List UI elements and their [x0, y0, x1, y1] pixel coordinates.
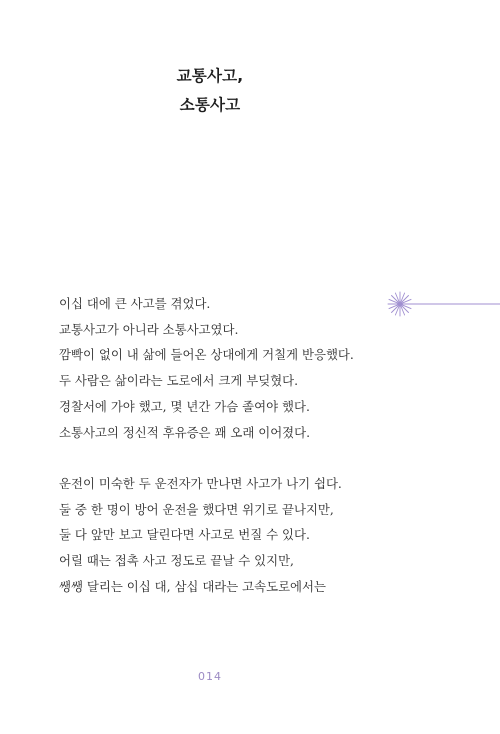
text-line: 쌩쌩 달리는 이십 대, 삼십 대라는 고속도로에서는 — [59, 578, 326, 594]
starburst-ornament-icon — [386, 289, 500, 319]
chapter-title-line-1: 교통사고, — [176, 67, 244, 85]
text-line: 둘 중 한 명이 방어 운전을 했다면 위기로 끝나지만, — [59, 501, 334, 517]
paragraph-1 — [59, 291, 389, 445]
chapter-title — [0, 62, 420, 120]
text-line: 교통사고가 아니라 소통사고였다. — [59, 321, 239, 337]
text-line: 운전이 미숙한 두 운전자가 만나면 사고가 나기 쉽다. — [59, 475, 342, 491]
body-text — [59, 291, 389, 599]
text-line: 둘 다 앞만 보고 달린다면 사고로 번질 수 있다. — [59, 527, 310, 543]
text-line: 두 사람은 삶이라는 도로에서 크게 부딪혔다. — [59, 373, 299, 389]
text-line: 소통사고의 정신적 후유증은 꽤 오래 이어졌다. — [59, 424, 311, 440]
text-line: 이십 대에 큰 사고를 겪었다. — [59, 296, 211, 311]
chapter-title-line-2: 소통사고 — [179, 96, 241, 114]
text-line: 어릴 때는 접촉 사고 정도로 끝날 수 있지만, — [59, 553, 294, 569]
text-line: 경찰서에 가야 했고, 몇 년간 가슴 졸여야 했다. — [59, 398, 310, 414]
page-number: 014 — [198, 670, 222, 683]
text-line: 깜빡이 없이 내 삶에 들어온 상대에게 거칠게 반응했다. — [59, 347, 354, 363]
paragraph-2 — [59, 471, 389, 600]
